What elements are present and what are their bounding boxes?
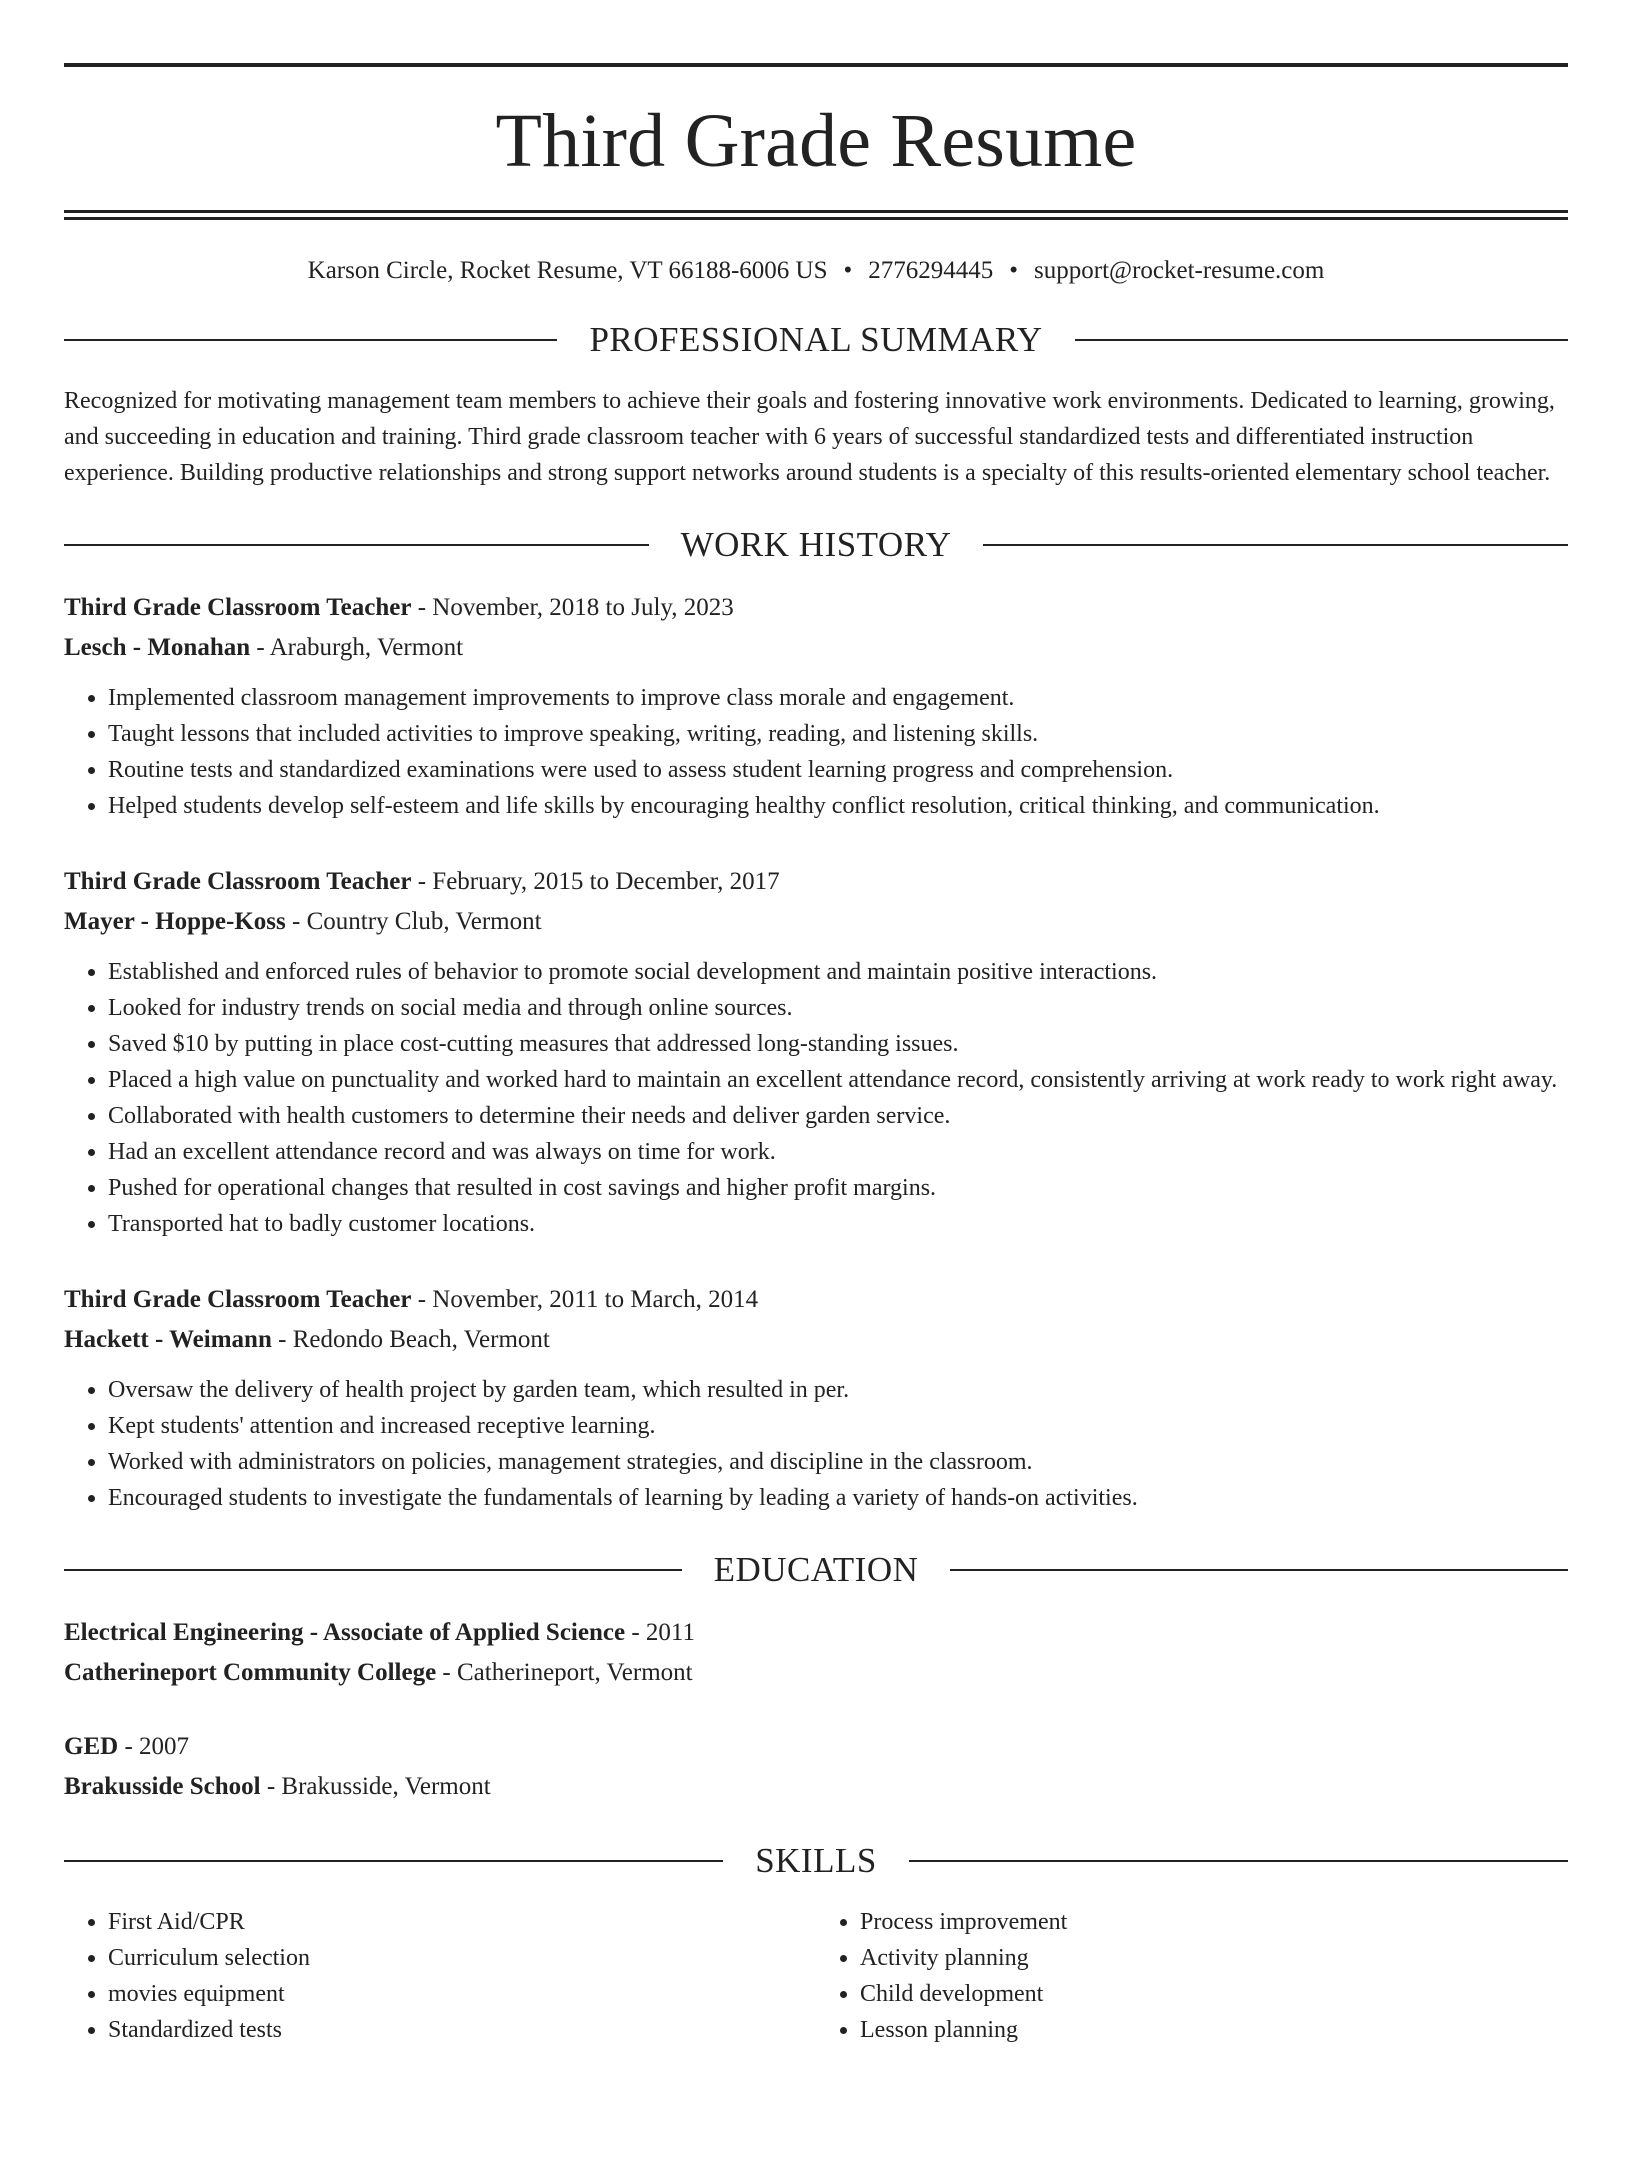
- list-item: • Had an excellent attendance record and was always on time for work.: [108, 1134, 1568, 1170]
- job-title-line: [64, 588, 1568, 628]
- job-employer: Lesch - Monahan: [64, 634, 251, 661]
- education-school-line: [64, 1767, 1568, 1807]
- section-header-work: [64, 527, 1568, 562]
- skill-item: • Process improvement: [860, 1904, 1568, 1940]
- contact-address: Karson Circle, Rocket Resume, VT 66188-6006 US: [307, 257, 828, 284]
- section-rule: [64, 339, 557, 341]
- skills-list-left: [64, 1904, 816, 2048]
- job-entry: [64, 1280, 1568, 1516]
- section-title: EDUCATION: [713, 1550, 919, 1589]
- list-item: • Implemented classroom management improvements to improve class morale and engagement.: [108, 680, 1568, 716]
- section-title: PROFESSIONAL SUMMARY: [589, 320, 1043, 359]
- education-year: - 2007: [118, 1733, 190, 1760]
- education-degree-line: [64, 1613, 1568, 1653]
- resume-page: [0, 63, 1632, 2175]
- skills-list-right: [816, 1904, 1568, 2048]
- job-dates: - November, 2011 to March, 2014: [411, 1286, 759, 1313]
- education-school: Brakusside School: [64, 1773, 261, 1800]
- job-employer-line: [64, 628, 1568, 668]
- section-rule: [909, 1860, 1568, 1862]
- list-item: • Helped students develop self-esteem and life skills by encouraging healthy conflict resolution, critical thinking, and communication.: [108, 788, 1568, 824]
- education-school: Catherineport Community College: [64, 1659, 437, 1686]
- list-item: • Kept students' attention and increased receptive learning.: [108, 1408, 1568, 1444]
- education-degree-line: [64, 1727, 1568, 1767]
- section-rule: [64, 544, 649, 546]
- section-rule: [950, 1569, 1568, 1571]
- skill-item: • Standardized tests: [108, 2012, 816, 2048]
- job-location: - Araburgh, Vermont: [250, 634, 464, 661]
- job-title: Third Grade Classroom Teacher: [64, 868, 412, 895]
- section-title: WORK HISTORY: [680, 525, 952, 564]
- list-item: • Oversaw the delivery of health project by garden team, which resulted in per.: [108, 1372, 1568, 1408]
- job-bullets: [64, 954, 1568, 1242]
- education-entry: [64, 1613, 1568, 1693]
- section-header-skills: [64, 1843, 1568, 1878]
- list-item: • Encouraged students to investigate the fundamentals of learning by leading a variety of hands-on activities.: [108, 1480, 1568, 1516]
- list-item: • Taught lessons that included activities to improve speaking, writing, reading, and listening skills.: [108, 716, 1568, 752]
- skill-item: • Curriculum selection: [108, 1940, 816, 1976]
- education-year: - 2011: [625, 1619, 695, 1646]
- job-bullets: [64, 1372, 1568, 1516]
- job-employer-line: [64, 1320, 1568, 1360]
- list-item: • Transported hat to badly customer locations.: [108, 1206, 1568, 1242]
- education-degree: Electrical Engineering - Associate of Applied Science: [64, 1619, 626, 1646]
- job-employer: Hackett - Weimann: [64, 1326, 272, 1353]
- section-header-summary: [64, 322, 1568, 357]
- contact-email: support@rocket-resume.com: [1034, 257, 1325, 284]
- job-title-line: [64, 862, 1568, 902]
- education-location: - Catherineport, Vermont: [436, 1659, 693, 1686]
- job-entry: [64, 588, 1568, 824]
- list-item: • Saved $10 by putting in place cost-cutting measures that addressed long-standing issues.: [108, 1026, 1568, 1062]
- section-rule: [1075, 339, 1568, 341]
- education-degree: GED: [64, 1733, 119, 1760]
- job-dates: - November, 2018 to July, 2023: [411, 594, 734, 621]
- contact-phone: 2776294445: [868, 257, 994, 284]
- job-title: Third Grade Classroom Teacher: [64, 1286, 412, 1313]
- skill-item: • Lesson planning: [860, 2012, 1568, 2048]
- job-title: Third Grade Classroom Teacher: [64, 594, 412, 621]
- section-rule: [64, 1569, 682, 1571]
- page-title: Third Grade Resume: [495, 99, 1137, 183]
- skill-item: • First Aid/CPR: [108, 1904, 816, 1940]
- contact-separator: •: [1009, 257, 1019, 284]
- job-title-line: [64, 1280, 1568, 1320]
- skill-item: • Child development: [860, 1976, 1568, 2012]
- skill-item: • movies equipment: [108, 1976, 816, 2012]
- list-item: • Worked with administrators on policies, management strategies, and discipline in the classroom.: [108, 1444, 1568, 1480]
- list-item: • Pushed for operational changes that resulted in cost savings and higher profit margins.: [108, 1170, 1568, 1206]
- job-location: - Redondo Beach, Vermont: [271, 1326, 550, 1353]
- summary-text: Recognized for motivating management team members to achieve their goals and fostering innovative work environments. Dedicated to learning, growing, and succeeding in education and training. Third grade classroom teacher with 6 years of successful standardized tests and differentiated instruction experience. Building productive relationships and strong support networks around students is a specialty of this results-oriented elementary school teacher.: [64, 388, 1555, 486]
- contact-line: [64, 256, 1568, 286]
- section-title: SKILLS: [755, 1841, 877, 1880]
- list-item: • Placed a high value on punctuality and worked hard to maintain an excellent attendance record, consistently arriving at work ready to work right away.: [108, 1062, 1568, 1098]
- job-employer: Mayer - Hoppe-Koss: [64, 908, 286, 935]
- list-item: • Routine tests and standardized examinations were used to assess student learning progress and comprehension.: [108, 752, 1568, 788]
- job-bullets: [64, 680, 1568, 824]
- title-double-rule: [64, 210, 1568, 220]
- job-entry: [64, 862, 1568, 1242]
- section-rule: [983, 544, 1568, 546]
- list-item: • Established and enforced rules of behavior to promote social development and maintain positive interactions.: [108, 954, 1568, 990]
- job-employer-line: [64, 902, 1568, 942]
- skill-item: • Activity planning: [860, 1940, 1568, 1976]
- section-rule: [64, 1860, 723, 1862]
- skills-columns: [64, 1904, 1568, 2048]
- education-location: - Brakusside, Vermont: [260, 1773, 491, 1800]
- education-entry: [64, 1727, 1568, 1807]
- education-school-line: [64, 1653, 1568, 1693]
- job-location: - Country Club, Vermont: [285, 908, 542, 935]
- list-item: • Looked for industry trends on social media and through online sources.: [108, 990, 1568, 1026]
- section-header-education: [64, 1552, 1568, 1587]
- contact-separator: •: [843, 257, 853, 284]
- list-item: • Collaborated with health customers to determine their needs and deliver garden service.: [108, 1098, 1568, 1134]
- job-dates: - February, 2015 to December, 2017: [411, 868, 780, 895]
